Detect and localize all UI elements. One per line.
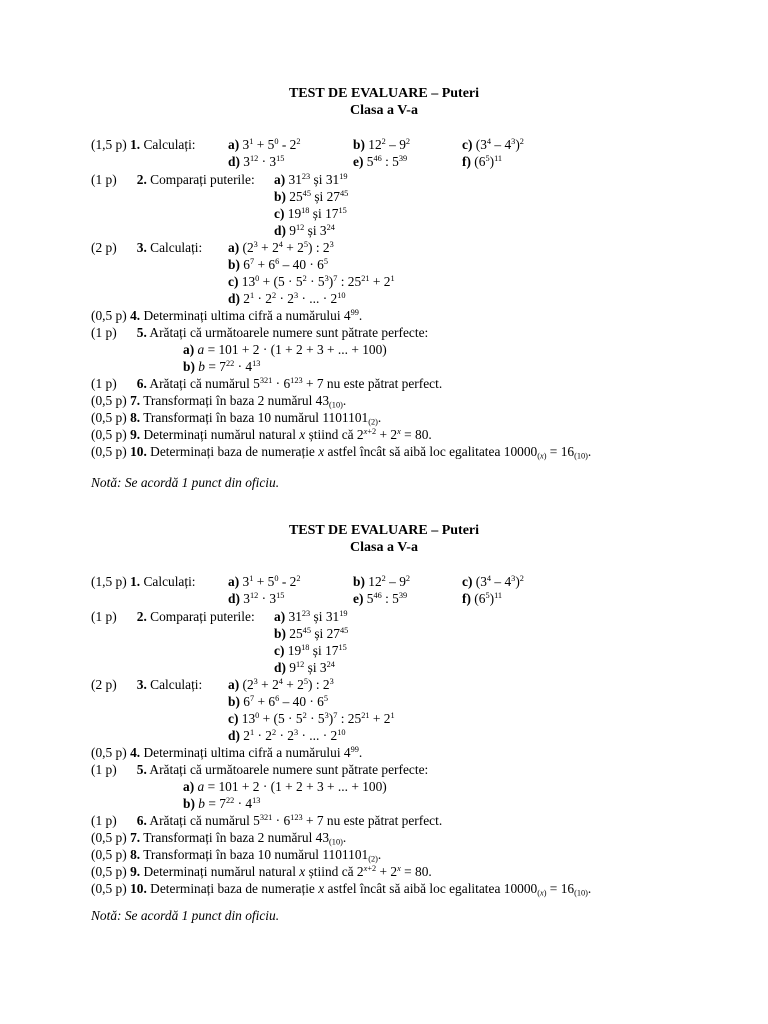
exercise-4: (0,5 p) 4. Determinați ultima cifră a numărului $4^{99}$. [91,745,363,760]
exercise-7: (0,5 p) 7. Transformați în baza 2 numărul $43_{(10)}$. [91,830,347,847]
exercise-6: (1 p) 6. Arătați că numărul $5^{321} \cdot 6^{123} + 7$ nu este pătrat perfect. [91,813,443,828]
exercise-4: (0,5 p) 4. Determinați ultima cifră a numărului $4^{99}$. [91,308,363,323]
exercise-3: (2 p) 3. Calculați: [91,240,203,255]
exercise-2: (1 p) 2. Comparați puterile: [91,609,255,624]
test-subtitle: Clasa a V-a [350,540,418,555]
exercise-8: (0,5 p) 8. Transformați în baza 10 numărul $1101101_{(2)}$. [91,410,382,427]
exercise-9: (0,5 p) 9. Determinați numărul natural x știind că $2^{x+2} + 2^x = 80$. [91,427,432,442]
exercise-5: (1 p) 5. Arătați că următoarele numere sunt pătrate perfecte: [91,762,429,777]
exercise-10: (0,5 p) 10. Determinați baza de numerație x astfel încât să aibă loc egalitatea $10000_{(x)} = 16_{(10)}$. [91,881,592,898]
exercise-8: (0,5 p) 8. Transformați în baza 10 numărul $1101101_{(2)}$. [91,847,382,864]
test-title: TEST DE EVALUARE – Puteri [288,523,480,538]
exercise-3: (2 p) 3. Calculați: [91,677,203,692]
exercise-9: (0,5 p) 9. Determinați numărul natural x știind că $2^{x+2} + 2^x = 80$. [91,864,432,879]
exercise-1: (1,5 p) 1. Calculați: [91,137,196,152]
exercise-5: (1 p) 5. Arătați că următoarele numere sunt pătrate perfecte: [91,325,429,340]
exercise-6: (1 p) 6. Arătați că numărul $5^{321} \cdot 6^{123} + 7$ nu este pătrat perfect. [91,376,443,391]
note: Notă: Se acordă 1 punct din oficiu. [91,908,280,923]
exercise-7: (0,5 p) 7. Transformați în baza 2 numărul $43_{(10)}$. [91,393,347,410]
note: Notă: Se acordă 1 punct din oficiu. [91,475,280,490]
exercise-1: (1,5 p) 1. Calculați: [91,574,196,589]
exercise-2: (1 p) 2. Comparați puterile: [91,172,255,187]
test-subtitle: Clasa a V-a [350,103,418,118]
test-title: TEST DE EVALUARE – Puteri [288,86,480,101]
exercise-10: (0,5 p) 10. Determinați baza de numerație x astfel încât să aibă loc egalitatea $10000_{(x)} = 16_{(10)}$. [91,444,592,461]
